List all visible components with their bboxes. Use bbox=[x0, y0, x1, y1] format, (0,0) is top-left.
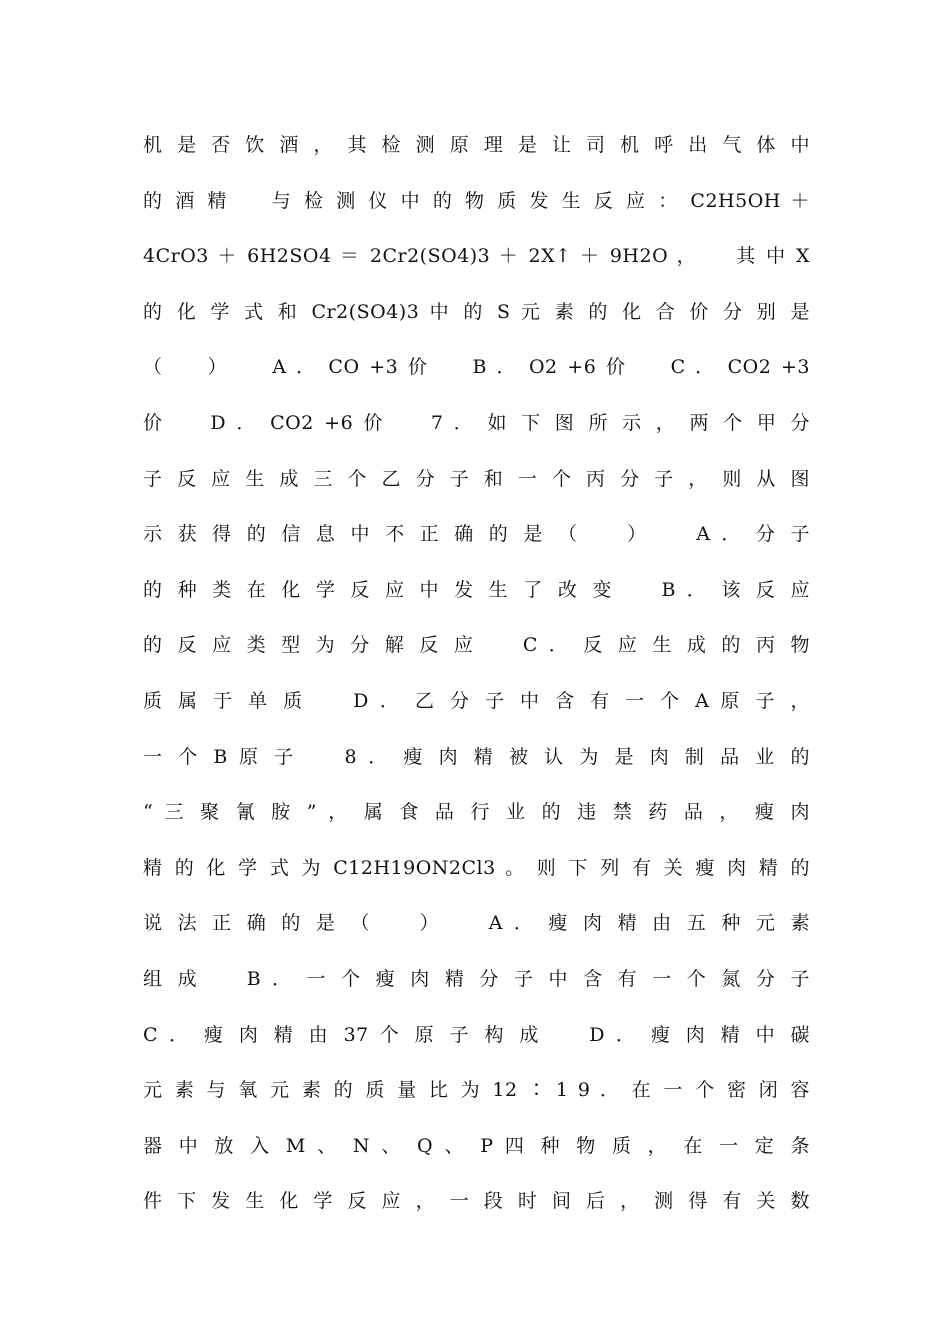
text-line: 的 反 应 类 型 为 分 解 反 应 C ． 反 应 生 成 的 丙 物 bbox=[143, 634, 810, 657]
text-line: 价 D ． CO2 +6 价 7 ． 如 下 图 所 示 ， 两 个 甲 分 bbox=[143, 411, 810, 434]
text-line: 的 化 学 式 和 Cr2(SO4)3 中 的 S 元 素 的 化 合 价 分 别 是 bbox=[143, 300, 810, 323]
text-line: 子 反 应 生 成 三 个 乙 分 子 和 一 个 丙 分 子 ， 则 从 图 bbox=[143, 467, 810, 490]
text-line: 质 属 于 单 质 D ． 乙 分 子 中 含 有 一 个 A 原 子 ， bbox=[143, 689, 810, 712]
text-line: 元 素 与 氧 元 素 的 质 量 比 为 12 ∶ 1 9 ． 在 一 个 密 闭 容 bbox=[143, 1079, 810, 1102]
text-line: 的 种 类 在 化 学 反 应 中 发 生 了 改 变 B ． 该 反 应 bbox=[143, 578, 810, 601]
text-line: 的 酒 精 与 检 测 仪 中 的 物 质 发 生 反 应 ： C2H5OH ＋ bbox=[143, 189, 810, 212]
text-line: “ 三 聚 氰 胺 ” ， 属 食 品 行 业 的 违 禁 药 品 ， 瘦 肉 bbox=[143, 801, 810, 824]
text-line: 机 是 否 饮 酒 ， 其 检 测 原 理 是 让 司 机 呼 出 气 体 中 bbox=[143, 134, 810, 156]
document-text-block bbox=[143, 127, 810, 1239]
text-line: 精 的 化 学 式 为 C12H19ON2Cl3 。 则 下 列 有 关 瘦 肉 精 的 bbox=[143, 856, 810, 879]
text-line: 器 中 放 入 M 、 N 、 Q 、 P 四 种 物 质 ， 在 一 定 条 bbox=[143, 1134, 810, 1157]
text-line: 一 个 B 原 子 8 ． 瘦 肉 精 被 认 为 是 肉 制 品 业 的 bbox=[143, 745, 810, 768]
text-line: 4CrO3 ＋ 6H2SO4 ＝ 2Cr2(SO4)3 ＋ 2X↑ ＋ 9H2O ， 其 中 X bbox=[143, 245, 810, 268]
text-line: 示 获 得 的 信 息 中 不 正 确 的 是 （ ） A ． 分 子 bbox=[143, 523, 810, 546]
text-line: C ． 瘦 肉 精 由 37 个 原 子 构 成 D ． 瘦 肉 精 中 碳 bbox=[143, 1023, 810, 1046]
text-line: 组 成 B ． 一 个 瘦 肉 精 分 子 中 含 有 一 个 氮 分 子 bbox=[143, 967, 810, 990]
text-line: （ ） A ． CO +3 价 B ． O2 +6 价 C ． CO2 +3 bbox=[143, 356, 810, 379]
text-line: 说 法 正 确 的 是 （ ） A ． 瘦 肉 精 由 五 种 元 素 bbox=[143, 912, 810, 935]
text-line: 件 下 发 生 化 学 反 应 ， 一 段 时 间 后 ， 测 得 有 关 数 bbox=[143, 1190, 810, 1213]
